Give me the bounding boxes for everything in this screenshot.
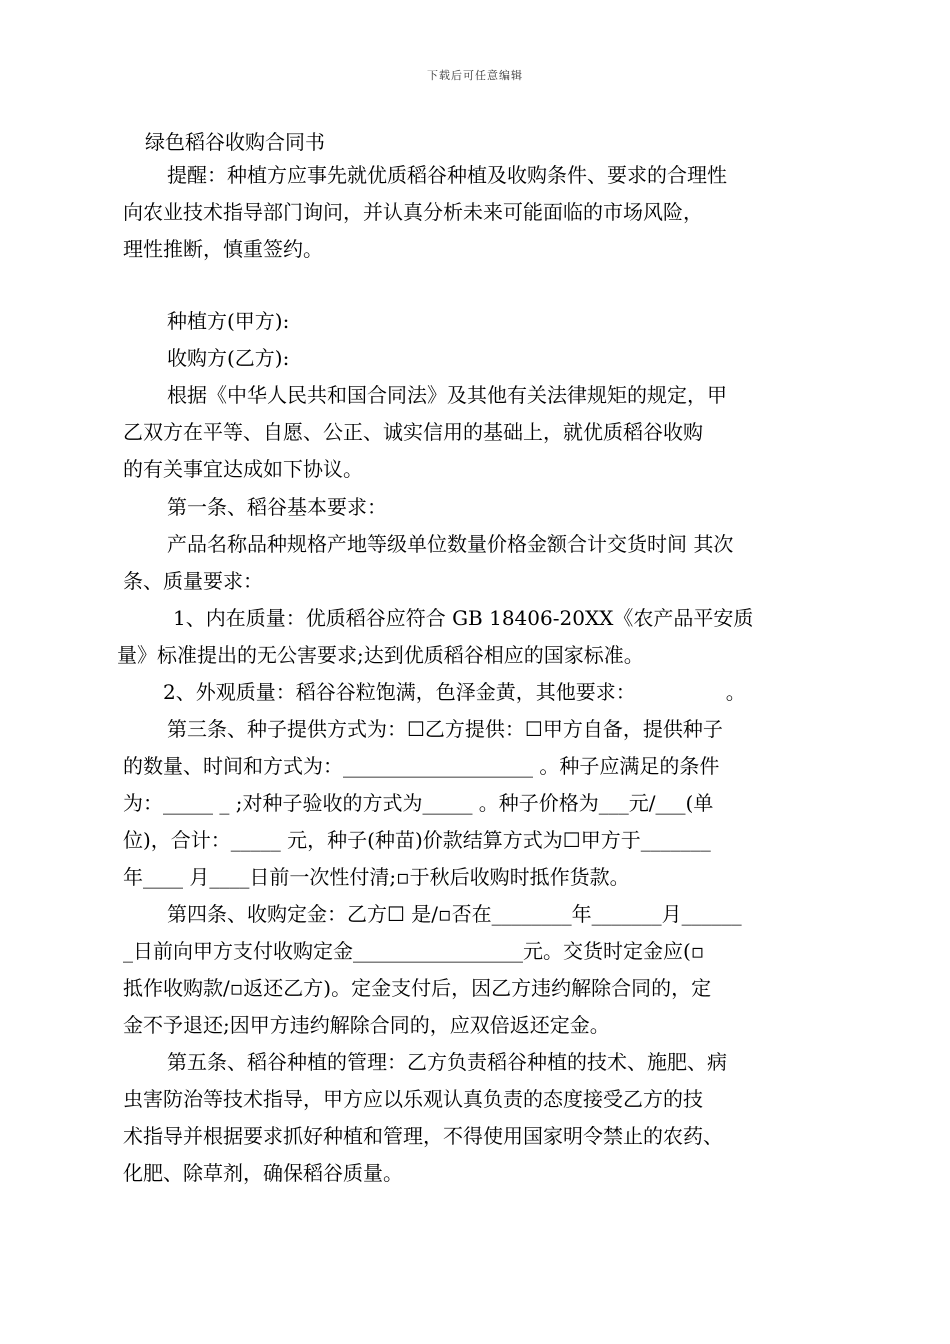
article5-paragraph [123, 1044, 825, 1192]
reminder-line: 理性推断，慎重签约。 [123, 237, 323, 261]
reminder-line: 向农业技术指导部门询问，并认真分析未来可能面临的市场风险， [123, 200, 703, 224]
article3-line: 位)，合计：_____ 元，种子(种苗)价款结算方式为☐甲方于_______ [123, 828, 711, 852]
party-a-line [145, 303, 825, 340]
quality1-line: 1、内在质量：优质稻谷应符合 GB 18406-20XX《农产品平安质 [173, 606, 754, 630]
article3-paragraph [123, 711, 825, 896]
party-b-label: 收购方(乙方): [167, 346, 290, 370]
header-note: 下载后可任意编辑 [427, 69, 523, 82]
article3-line: 第三条、种子提供方式为：☐乙方提供：☐甲方自备，提供种子 [167, 717, 723, 741]
reminder-paragraph [123, 157, 825, 268]
quality1-line: 量》标准提出的无公害要求;达到优质稻谷相应的国家标准。 [117, 643, 644, 667]
article1-line: 条、质量要求： [123, 569, 263, 593]
article5-line: 术指导并根据要求抓好种植和管理，不得使用国家明令禁止的农药、 [123, 1124, 723, 1148]
quality2-line: 2、外观质量：稻谷谷粒饱满，色泽金黄，其他要求： 。 [163, 680, 746, 704]
article3-line: 为：_____ _ ;对种子验收的方式为_____ 。种子价格为___元/___(单 [123, 791, 714, 815]
preamble-line: 乙双方在平等、自愿、公正、诚实信用的基础上，就优质稻谷收购 [123, 420, 703, 444]
article1-title [145, 489, 825, 526]
preamble-line: 的有关事宜达成如下协议。 [123, 457, 363, 481]
article4-line: 第四条、收购定金：乙方☐ 是/▫否在________年_______月______ [167, 902, 742, 926]
article1-body [123, 526, 825, 600]
quality1-paragraph [117, 600, 825, 674]
reminder-line: 提醒：种植方应事先就优质稻谷种植及收购条件、要求的合理性 [167, 163, 727, 187]
article1-title-text: 第一条、稻谷基本要求： [167, 495, 387, 519]
article4-line: 金不予退还;因甲方违约解除合同的，应双倍返还定金。 [123, 1013, 610, 1037]
article1-line: 产品名称品种规格产地等级单位数量价格金额合计交货时间 其次 [167, 532, 734, 556]
article4-line: _日前向甲方支付收购定金_________________元。交货时定金应(▫ [123, 939, 705, 963]
article5-line: 第五条、稻谷种植的管理：乙方负责稻谷种植的技术、施肥、病 [167, 1050, 727, 1074]
party-a-label: 种植方(甲方): [167, 309, 290, 333]
quality2-paragraph [145, 674, 825, 711]
preamble-line: 根据《中华人民共和国合同法》及其他有关法律规矩的规定，甲 [167, 383, 727, 407]
article4-paragraph [123, 896, 825, 1044]
article5-line: 化肥、除草剂，确保稻谷质量。 [123, 1161, 403, 1185]
party-b-line [145, 340, 825, 377]
preamble-paragraph [123, 377, 825, 488]
article5-line: 虫害防治等技术指导，甲方应以乐观认真负责的态度接受乙方的技 [123, 1087, 703, 1111]
article4-line: 抵作收购款/▫返还乙方)。定金支付后，因乙方违约解除合同的，定 [123, 976, 712, 1000]
article3-line: 年____ 月____日前一次性付清;▫于秋后收购时抵作货款。 [123, 865, 630, 889]
document-title: 绿色稻谷收购合同书 [145, 130, 325, 154]
article3-line: 的数量、时间和方式为：___________________ 。种子应满足的条件 [123, 754, 720, 778]
